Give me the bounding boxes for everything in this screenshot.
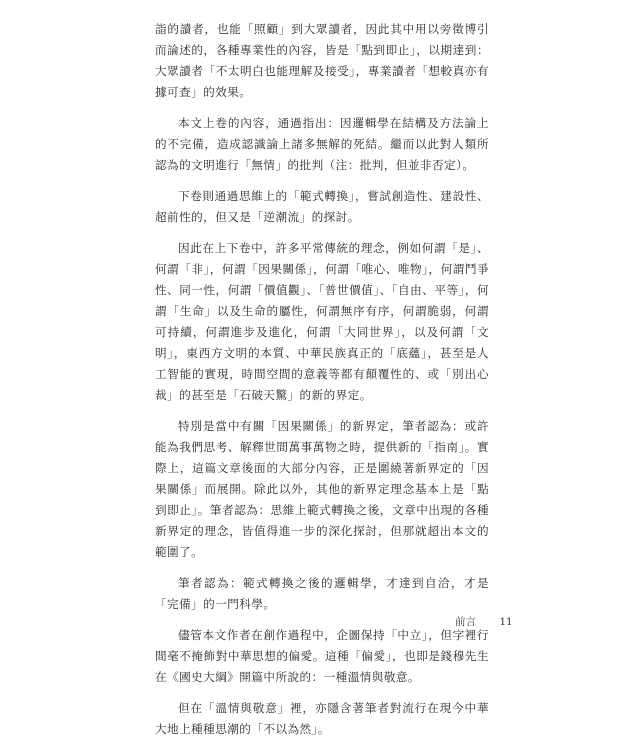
paragraph-6: 筆者認為：範式轉換之後的邏輯學，才達到自洽，才是「完備」的一門科學。 xyxy=(155,576,489,611)
page-number: 11 xyxy=(499,616,513,628)
paragraph-5: 特別是當中有關「因果關係」的新界定，筆者認為：或許能為我們思考、解釋世間萬事萬物之時，提供新的「指南」。實際上，這篇文章後面的大部分內容，正是圍繞著新界定的「因果關係」而展開。除此以外，其他的新界定理念基本上是「點到即止」。筆者認為：思維上範式轉換之後，文章中出現的各種新界定的理念，皆值得進一步的深化探討，但那就超出本文的範圍了。 xyxy=(155,419,489,559)
paragraph-7: 儘管本文作者在創作過程中，企圖保持「中立」，但字裡行間毫不掩飾對中華思想的偏愛。這種「偏愛」，也即是錢穆先生在《國史大綱》開篇中所說的：一種溫情與敬意。 xyxy=(155,628,489,684)
body-text xyxy=(155,19,489,750)
page-footer xyxy=(455,614,513,629)
paragraph-1: 詣的讀者，也能「照顧」到大眾讀者，因此其中用以旁徵博引而論述的，各種專業性的內容，皆是「點到即止」，以期達到：大眾讀者「不太明白也能理解及接受」，專業讀者「想較真亦有據可查」的效果。 xyxy=(155,22,489,99)
paragraph-8: 但在「溫情與敬意」裡，亦隱含著筆者對流行在現今中華大地上種種思潮的「不以為然」。 xyxy=(155,701,489,736)
paragraph-2: 本文上卷的內容，通過指出：因邏輯學在結構及方法論上的不完備，造成認識論上諸多無解的死結。繼而以此對人類所認為的文明進行「無情」的批判（注：批判，但並非否定）。 xyxy=(155,116,489,172)
running-footer-section: 前言 xyxy=(455,616,476,628)
paragraph-4: 因此在上下卷中，許多平常傳統的理念，例如何謂「是」、何謂「非」，何謂「因果關係」，何謂「唯心、唯物」，何謂鬥爭性、同一性，何謂「價值觀」、「普世價值」、「自由、平等」，何謂「生命」以及生命的屬性，何謂無序有序，何謂脆弱，何謂可持續，何謂進步及進化，何謂「大同世界」，以及何謂「文明」，東西方文明的本質、中華民族真正的「底蘊」，甚至是人工智能的實現，時間空間的意義等都有顛覆性的、或「別出心裁」的甚至是「石破天驚」的新的界定。 xyxy=(155,241,489,402)
paragraph-3: 下卷則通過思維上的「範式轉換」，嘗試創造性、建設性、超前性的，但又是「逆潮流」的探討。 xyxy=(155,189,489,224)
